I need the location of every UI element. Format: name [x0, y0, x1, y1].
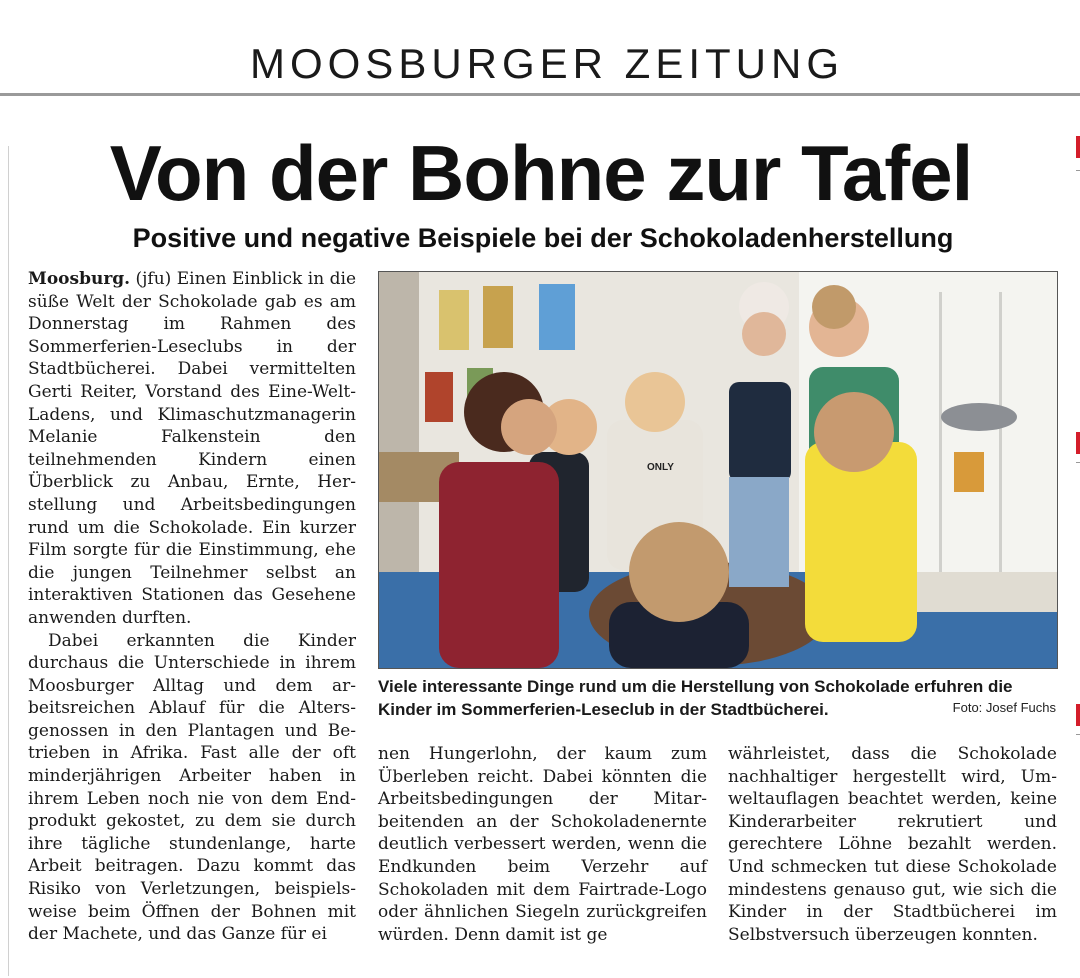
masthead: MOOSBURGER ZEITUNG	[249, 40, 845, 87]
photo-illustration	[379, 272, 1057, 668]
headline: Von der Bohne zur Tafel	[109, 129, 973, 217]
article-column-3	[728, 743, 1057, 946]
masthead-rule	[0, 93, 1080, 96]
shirt-print-text: ONLY	[647, 462, 674, 473]
article-column-2-text: nen Hungerlohn, der kaum zum Überleben reicht. Dabei könnten die Arbeitsbedingungen der Mitarbeitenden an der Schokoladenernte deutlich verbessert werden, wenn die Endkunden beim Verzehr auf Schokoladen mit dem Fairtrade-Logo oder ähnlichen Siegeln zurückgreifen würden. Denn damit ist ge	[378, 744, 707, 945]
left-page-border	[0, 146, 9, 976]
article-photo	[378, 271, 1058, 669]
photo-credit: Foto: Josef Fuchs	[952, 700, 1056, 715]
dateline: Moosburg.	[28, 269, 131, 289]
paragraph-1-text: (jfu) Einen Einblick in die süße Welt der Schokolade gab es am Donnerstag im Rahmen des Sommerferien-Leseclubs in der Stadtbücherei. Dabei vermittelten Gerti Reiter, Vorstand des Eine-Welt-Ladens, und Klimaschutzmanagerin Melanie Falkenstein den teilnehmenden Kindern einen Überblick zu Anbau, Ernte, Herstellung und Arbeitsbedingungen rund um die Schokolade. Ein kurzer Film sorgte für die Einstimmung, ehe die jungen Teilnehmer selbst an interaktiven Stationen das Gesehene anwenden durften.	[28, 269, 357, 628]
subheadline: Positive und negative Beispiele bei der Schokoladenherstellung	[132, 223, 954, 253]
article-paragraph-1	[28, 268, 356, 630]
article-column-3-text: währleistet, dass die Schokolade nachhaltiger hergestellt wird, Umweltauflagen beachtet werden, keine Kinderarbeiter rekrutiert und gerechtere Löhne bezahlt werden. Und schmecken tut diese Schokolade mindestens genauso gut, wie sich die Kinder in der Stadtbücherei im Selbstversuch überzeugen konnten.	[728, 744, 1057, 945]
article-paragraph-2: Dabei erkannten die Kinder durchaus die Unterschiede in ihrem Moosburger Alltag und dem arbeitsreichen Ablauf für die Altersgenossen in den Plantagen und Betrieben in Afrika. Fast alle der oft minderjährigen Arbeiter haben in ihrem Leben noch nie von dem Endprodukt gekostet, zu dem sie durch ihre tägliche stundenlange, harte Arbeit beitragen. Dazu kommt das Risiko von Verletzungen, beispielsweise beim Öffnen der Bohnen mit der Machete, und das Ganze für ei	[28, 630, 356, 945]
article-column-2	[378, 743, 707, 946]
article-column-1	[28, 268, 356, 946]
photo-caption: Viele interessante Dinge rund um die Herstellung von Schokolade erfuhren die Kinder im Sommerferien-Leseclub in der Stadtbücherei.	[378, 677, 1013, 719]
